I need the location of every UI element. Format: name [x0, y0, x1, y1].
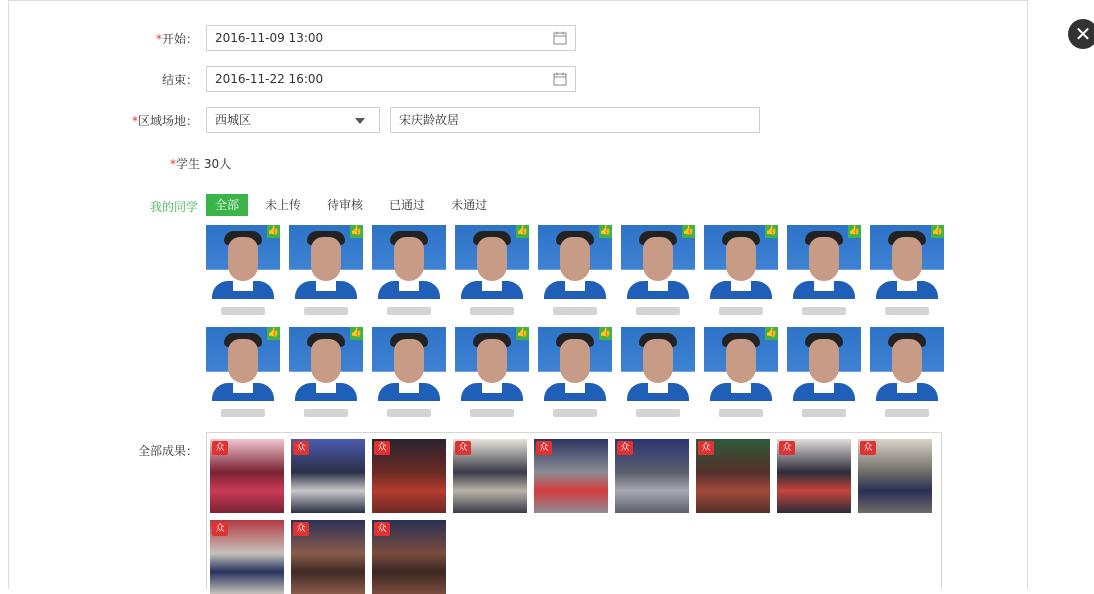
thumbs-up-icon: 👍 — [931, 226, 944, 236]
student-name-blurred — [621, 407, 695, 419]
student-photo[interactable] — [621, 327, 695, 401]
end-datetime-input[interactable]: 2016-11-22 16:00 — [206, 66, 576, 92]
student-name-blurred — [372, 407, 446, 419]
student-card — [787, 225, 861, 319]
student-photo[interactable] — [206, 327, 280, 401]
tab-all[interactable]: 全部 — [206, 194, 248, 216]
student-card — [206, 327, 280, 421]
student-photo[interactable] — [870, 225, 944, 299]
student-card — [538, 225, 612, 319]
student-photo[interactable] — [621, 225, 695, 299]
student-photo[interactable] — [289, 327, 363, 401]
group-badge-icon: 众 — [212, 522, 228, 536]
group-badge-icon: 众 — [860, 441, 876, 455]
result-photo[interactable] — [372, 520, 446, 594]
student-card — [787, 327, 861, 421]
student-name-blurred — [870, 407, 944, 419]
result-photo[interactable] — [210, 439, 284, 513]
classmates-row — [206, 225, 944, 319]
student-photo[interactable] — [372, 225, 446, 299]
student-photo[interactable] — [538, 225, 612, 299]
student-name-blurred — [870, 305, 944, 317]
group-badge-icon: 众 — [212, 441, 228, 455]
student-name-blurred — [206, 407, 280, 419]
result-photo[interactable] — [291, 439, 365, 513]
student-card — [704, 327, 778, 421]
group-badge-icon: 众 — [698, 441, 714, 455]
student-card — [289, 225, 363, 319]
result-photo[interactable] — [372, 439, 446, 513]
student-photo[interactable] — [289, 225, 363, 299]
student-card — [289, 327, 363, 421]
result-photo[interactable] — [534, 439, 608, 513]
results-label: 全部成果： — [137, 444, 198, 458]
group-badge-icon: 众 — [374, 522, 390, 536]
end-label: 结束： — [161, 73, 198, 87]
student-name-blurred — [372, 305, 446, 317]
result-photo[interactable] — [696, 439, 770, 513]
tab-approved[interactable]: 已通过 — [389, 198, 426, 212]
start-label: *开始： — [155, 32, 198, 46]
thumbs-up-icon: 👍 — [350, 226, 363, 236]
student-photo[interactable] — [538, 327, 612, 401]
result-photo[interactable] — [858, 439, 932, 513]
venue-input[interactable]: 宋庆龄故居 — [390, 107, 760, 133]
thumbs-up-icon: 👍 — [350, 328, 363, 338]
thumbs-up-icon: 👍 — [267, 226, 280, 236]
student-photo[interactable] — [455, 225, 529, 299]
tab-not-uploaded[interactable]: 未上传 — [265, 198, 302, 212]
result-photo[interactable] — [777, 439, 851, 513]
student-photo[interactable] — [455, 327, 529, 401]
thumbs-up-icon: 👍 — [848, 226, 861, 236]
student-photo[interactable] — [787, 225, 861, 299]
calendar-icon[interactable] — [553, 72, 567, 86]
student-name-blurred — [704, 305, 778, 317]
student-card — [206, 225, 280, 319]
student-name-blurred — [538, 305, 612, 317]
student-photo[interactable] — [704, 327, 778, 401]
student-photo[interactable] — [787, 327, 861, 401]
thumbs-up-icon: 👍 — [267, 328, 280, 338]
student-card — [870, 327, 944, 421]
close-icon[interactable]: ✕ — [1068, 19, 1094, 49]
calendar-icon[interactable] — [553, 31, 567, 45]
classmates-tabs — [206, 194, 496, 216]
student-name-blurred — [455, 305, 529, 317]
classmates-label: 我的同学 — [149, 200, 198, 214]
start-datetime-input[interactable]: 2016-11-09 13:00 — [206, 25, 576, 51]
student-name-blurred — [787, 407, 861, 419]
student-photo[interactable] — [704, 225, 778, 299]
venue-label: *区域场地： — [131, 114, 198, 128]
student-photo[interactable] — [372, 327, 446, 401]
student-name-blurred — [787, 305, 861, 317]
thumbs-up-icon: 👍 — [599, 328, 612, 338]
thumbs-up-icon: 👍 — [765, 226, 778, 236]
student-card — [870, 225, 944, 319]
thumbs-up-icon: 👍 — [765, 328, 778, 338]
student-name-blurred — [704, 407, 778, 419]
student-card — [538, 327, 612, 421]
thumbs-up-icon: 👍 — [516, 226, 529, 236]
group-badge-icon: 众 — [293, 441, 309, 455]
thumbs-up-icon: 👍 — [516, 328, 529, 338]
student-name-blurred — [538, 407, 612, 419]
student-card — [704, 225, 778, 319]
student-card — [372, 327, 446, 421]
student-name-blurred — [206, 305, 280, 317]
group-badge-icon: 众 — [779, 441, 795, 455]
student-photo[interactable] — [206, 225, 280, 299]
result-photo[interactable] — [453, 439, 527, 513]
result-photo[interactable] — [291, 520, 365, 594]
student-card — [455, 225, 529, 319]
student-card — [455, 327, 529, 421]
student-card — [621, 327, 695, 421]
thumbs-up-icon: 👍 — [599, 226, 612, 236]
student-name-blurred — [455, 407, 529, 419]
student-card — [621, 225, 695, 319]
chevron-down-icon[interactable] — [355, 118, 365, 124]
result-photo[interactable] — [615, 439, 689, 513]
results-box — [206, 432, 942, 589]
group-badge-icon: 众 — [536, 441, 552, 455]
student-card — [372, 225, 446, 319]
thumbs-up-icon: 👍 — [682, 226, 695, 236]
tab-rejected[interactable]: 未通过 — [451, 198, 488, 212]
group-badge-icon: 众 — [293, 522, 309, 536]
group-badge-icon: 众 — [617, 441, 633, 455]
group-badge-icon: 众 — [374, 441, 390, 455]
group-badge-icon: 众 — [455, 441, 471, 455]
result-photo[interactable] — [210, 520, 284, 594]
tab-pending[interactable]: 待审核 — [327, 198, 364, 212]
student-name-blurred — [621, 305, 695, 317]
students-count: *学生 30人 — [170, 157, 232, 171]
student-name-blurred — [289, 305, 363, 317]
student-name-blurred — [289, 407, 363, 419]
district-select[interactable]: 西城区 — [206, 107, 380, 133]
classmates-row — [206, 327, 944, 421]
student-photo[interactable] — [870, 327, 944, 401]
